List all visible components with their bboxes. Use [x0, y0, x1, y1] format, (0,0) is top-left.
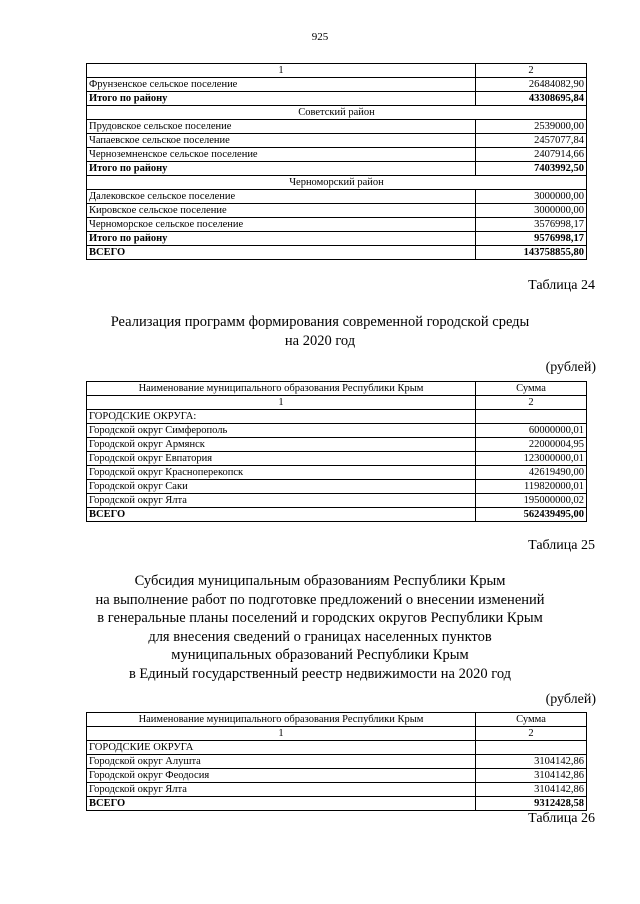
section-header-row [87, 176, 587, 190]
row-name: ГОРОДСКИЕ ОКРУГА: [87, 410, 476, 424]
column-numbers-row [87, 727, 587, 741]
row-name: Городской округ Ялта [87, 494, 476, 508]
row-name: ВСЕГО [87, 508, 476, 522]
row-name: Итого по району [87, 92, 476, 106]
total-row [87, 797, 587, 811]
row-value: 43308695,84 [476, 92, 587, 106]
table-row [87, 78, 587, 92]
row-name: Городской округ Армянск [87, 438, 476, 452]
row-value: 2407914,66 [476, 148, 587, 162]
row-name: Прудовское сельское поселение [87, 120, 476, 134]
table-25-label: Таблица 25 [528, 538, 595, 553]
table-row [87, 190, 587, 204]
column-number: 2 [476, 396, 587, 410]
table-24-label: Таблица 24 [528, 278, 595, 293]
row-name: Далековское сельское поселение [87, 190, 476, 204]
table-row [87, 204, 587, 218]
column-header-name: Наименование муниципального образования Республики Крым [87, 382, 476, 396]
row-name: Городской округ Саки [87, 480, 476, 494]
table-row [87, 755, 587, 769]
row-name: Кировское сельское поселение [87, 204, 476, 218]
column-number: 1 [87, 64, 476, 78]
row-value: 3104142,86 [476, 783, 587, 797]
column-header-sum: Сумма [476, 713, 587, 727]
table-row [87, 410, 587, 424]
row-value: 119820000,01 [476, 480, 587, 494]
row-name: Итого по району [87, 232, 476, 246]
row-name: Итого по району [87, 162, 476, 176]
column-numbers-row [87, 64, 587, 78]
section-header-row [87, 106, 587, 120]
row-name: Городской округ Алушта [87, 755, 476, 769]
table-row [87, 466, 587, 480]
row-name: ВСЕГО [87, 797, 476, 811]
row-value: 3000000,00 [476, 190, 587, 204]
table-row [87, 480, 587, 494]
table-row [87, 769, 587, 783]
row-value: 9312428,58 [476, 797, 587, 811]
row-value [476, 741, 587, 755]
row-name: Городской округ Ялта [87, 783, 476, 797]
row-name: Чапаевское сельское поселение [87, 134, 476, 148]
total-row [87, 162, 587, 176]
table-continued [86, 63, 587, 260]
row-value: 3000000,00 [476, 204, 587, 218]
row-name: ГОРОДСКИЕ ОКРУГА [87, 741, 476, 755]
table-row [87, 134, 587, 148]
row-value: 22000004,95 [476, 438, 587, 452]
table-26-label: Таблица 26 [528, 811, 595, 826]
column-header-name: Наименование муниципального образования Республики Крым [87, 713, 476, 727]
title-line: на выполнение работ по подготовке предложений о внесении изменений [95, 591, 545, 608]
table-25 [86, 712, 587, 811]
row-value: 3104142,86 [476, 755, 587, 769]
column-number: 2 [476, 727, 587, 741]
row-value: 42619490,00 [476, 466, 587, 480]
title-line: на 2020 год [284, 332, 356, 349]
table-24-unit: (рублей) [545, 360, 596, 375]
title-line: в Единый государственный реестр недвижимости на 2020 год [128, 665, 512, 682]
row-value: 3576998,17 [476, 218, 587, 232]
total-row [87, 92, 587, 106]
column-number: 2 [476, 64, 587, 78]
row-value: 26484082,90 [476, 78, 587, 92]
column-header-sum: Сумма [476, 382, 587, 396]
title-line: Реализация программ формирования современной городской среды [110, 314, 530, 330]
page-number: 925 [311, 31, 329, 43]
table-row [87, 424, 587, 438]
row-value: 7403992,50 [476, 162, 587, 176]
title-line: муниципальных образований Республики Крым [171, 647, 469, 663]
row-value: 3104142,86 [476, 769, 587, 783]
column-headers-row [87, 382, 587, 396]
total-row [87, 232, 587, 246]
row-name: Городской округ Феодосия [87, 769, 476, 783]
table-25-unit: (рублей) [545, 692, 596, 707]
total-row [87, 246, 587, 260]
column-numbers-row [87, 396, 587, 410]
row-value: 123000000,01 [476, 452, 587, 466]
column-headers-row [87, 713, 587, 727]
row-name: Фрунзенское сельское поселение [87, 78, 476, 92]
row-value: 2457077,84 [476, 134, 587, 148]
section-header: Черноморский район [87, 176, 587, 190]
table-row [87, 438, 587, 452]
row-value: 195000000,02 [476, 494, 587, 508]
row-value: 2539000,00 [476, 120, 587, 134]
row-name: Городской округ Евпатория [87, 452, 476, 466]
total-row [87, 508, 587, 522]
row-value: 143758855,80 [476, 246, 587, 260]
column-number: 1 [87, 396, 476, 410]
row-value [476, 410, 587, 424]
row-value: 562439495,00 [476, 508, 587, 522]
section-header: Советский район [87, 106, 587, 120]
row-name: Городской округ Красноперекопск [87, 466, 476, 480]
table-25-title [0, 572, 640, 683]
title-line: в генеральные планы поселений и городских округов Республики Крым [97, 610, 543, 626]
table-row [87, 783, 587, 797]
table-24 [86, 381, 587, 522]
row-name: Черноземненское сельское поселение [87, 148, 476, 162]
table-row [87, 120, 587, 134]
row-name: Городской округ Симферополь [87, 424, 476, 438]
row-name: Черноморское сельское поселение [87, 218, 476, 232]
table-row [87, 148, 587, 162]
table-row [87, 218, 587, 232]
table-row [87, 452, 587, 466]
table-row [87, 741, 587, 755]
column-number: 1 [87, 727, 476, 741]
row-name: ВСЕГО [87, 246, 476, 260]
table-24-title [0, 313, 640, 350]
title-line: для внесения сведений о границах населенных пунктов [148, 628, 492, 645]
row-value: 60000000,01 [476, 424, 587, 438]
title-line: Субсидия муниципальным образованиям Республики Крым [134, 573, 506, 589]
table-row [87, 494, 587, 508]
row-value: 9576998,17 [476, 232, 587, 246]
